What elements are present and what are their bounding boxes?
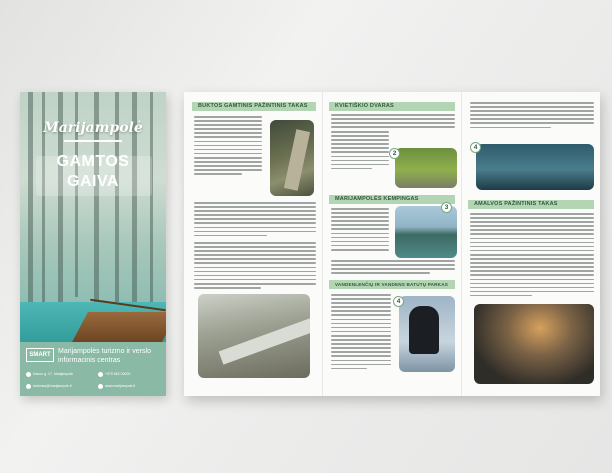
- logo-underline: [64, 140, 122, 142]
- section-title-buktos: BUKTOS GAMTINIS PAŽINTINIS TAKAS: [192, 102, 316, 111]
- number-badge: 3: [441, 202, 452, 213]
- cover-title-line1: GAMTOS: [56, 153, 130, 170]
- section-text: [194, 202, 316, 239]
- number-badge: 4: [393, 296, 404, 307]
- phone-icon: [98, 372, 103, 377]
- brochure-inner-spread: [184, 92, 600, 396]
- photo-forest-trail: [270, 120, 314, 196]
- cover-title-line2: GAIVA: [67, 173, 119, 190]
- photo-wakeboarder: [399, 296, 455, 372]
- city-logo: Marijampolė: [43, 120, 143, 136]
- cover-footer: [20, 342, 166, 396]
- photo-lake-camping: [395, 206, 457, 258]
- brochure-cover: [20, 92, 166, 396]
- panel-middle: [323, 92, 461, 396]
- section-text: [470, 213, 594, 299]
- photo-manor-park: [395, 148, 457, 188]
- section-text: [194, 242, 316, 291]
- web-icon: [98, 384, 103, 389]
- section-text: [331, 294, 391, 372]
- number-badge: 4: [470, 142, 481, 153]
- location-icon: [26, 372, 31, 377]
- section-title-kvietiskio: KVIETIŠKIO DVARAS: [329, 102, 455, 111]
- email-text: turizmas@marijampole.lt: [33, 384, 72, 388]
- number-badge: 2: [389, 148, 400, 159]
- section-text: [331, 260, 455, 276]
- photo-fountain-pond: [476, 144, 594, 190]
- address-text: Kauno g. 17, Marijampolė: [33, 372, 73, 376]
- smart-logo: SMART: [26, 348, 54, 362]
- photo-boardwalk: [198, 294, 310, 378]
- phone-text: +370 682 00000: [105, 372, 131, 376]
- section-text: [331, 208, 389, 253]
- section-text: [470, 102, 594, 131]
- section-title-kempingas: MARIJAMPOLĖS KEMPINGAS: [329, 195, 455, 204]
- photo-wetland-sunset: [474, 304, 594, 384]
- section-title-vandenlenciu: VANDENLENČIŲ IR VANDENS BATUTŲ PARKAS: [329, 280, 455, 289]
- email-icon: [26, 384, 31, 389]
- boardwalk-illustration: [72, 312, 166, 342]
- section-title-amalvos: AMALVOS PAŽINTINIS TAKAS: [468, 200, 594, 209]
- section-text: [194, 116, 262, 177]
- section-text: [331, 114, 455, 130]
- web-text: www.marijampole.lt: [105, 384, 136, 388]
- section-text: [331, 131, 389, 172]
- organization-name: Marijampolės turizmo ir verslo informacinis centras: [58, 348, 151, 364]
- cover-title: [30, 152, 156, 200]
- panel-left: [184, 92, 322, 396]
- panel-right: [462, 92, 600, 396]
